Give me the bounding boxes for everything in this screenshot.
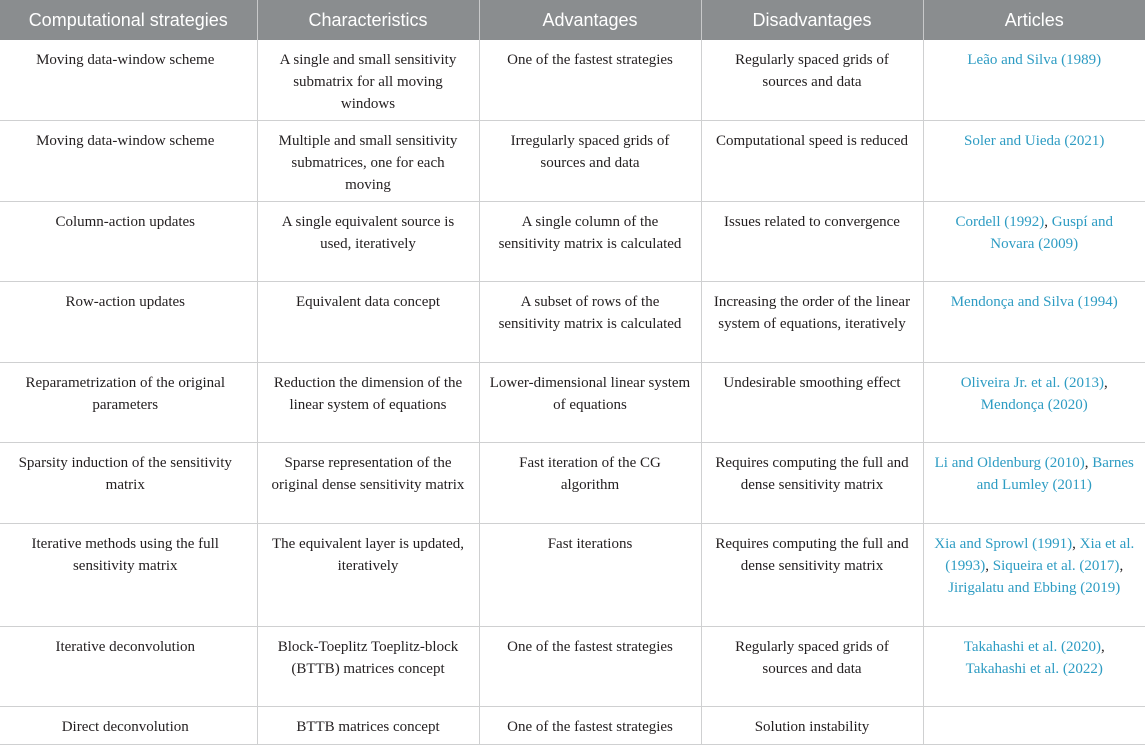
cell-characteristics: The equivalent layer is updated, iteratively: [257, 523, 479, 626]
table-row: [0, 443, 1145, 524]
article-link[interactable]: Xia and Sprowl (1991): [934, 535, 1073, 552]
article-separator: ,: [1084, 455, 1093, 471]
table-header: [0, 0, 1145, 40]
cell-strategy: Moving data-window scheme: [0, 121, 257, 202]
cell-disadvantages: Regularly spaced grids of sources and data: [701, 40, 923, 121]
article-link[interactable]: Soler and Uieda (2021): [964, 133, 1105, 149]
article-link[interactable]: Oliveira Jr. et al. (2013): [960, 374, 1105, 391]
table-row: [0, 201, 1145, 282]
cell-articles: [923, 626, 1145, 707]
cell-strategy: Sparsity induction of the sensitivity matrix: [0, 443, 257, 524]
cell-disadvantages: Increasing the order of the linear system of equations, iteratively: [701, 282, 923, 363]
cell-articles: [923, 443, 1145, 524]
article-link[interactable]: Mendonça and Silva (1994): [950, 294, 1118, 310]
cell-advantages: One of the fastest strategies: [479, 40, 701, 121]
table-row: [0, 40, 1145, 121]
article-separator: ,: [1072, 535, 1080, 552]
cell-advantages: One of the fastest strategies: [479, 626, 701, 707]
cell-characteristics: A single equivalent source is used, iteratively: [257, 201, 479, 282]
article-link[interactable]: Leão and Silva (1989): [967, 52, 1102, 68]
cell-disadvantages: Solution instability: [701, 707, 923, 745]
cell-characteristics: BTTB matrices concept: [257, 707, 479, 745]
cell-strategy: Iterative methods using the full sensitivity matrix: [0, 523, 257, 626]
article-link[interactable]: Xia et al. (1993): [945, 535, 1135, 574]
article-link[interactable]: Mendonça (2020): [980, 396, 1088, 413]
table-row: [0, 707, 1145, 745]
table-body: [0, 40, 1145, 745]
article-link[interactable]: Cordell (1992): [955, 213, 1045, 230]
table-row: [0, 523, 1145, 626]
table-row: [0, 282, 1145, 363]
article-link[interactable]: Takahashi et al. (2020): [963, 638, 1101, 655]
cell-strategy: Column-action updates: [0, 201, 257, 282]
article-link[interactable]: Guspí and Novara (2009): [990, 213, 1113, 252]
cell-articles: [923, 40, 1145, 121]
cell-disadvantages: Issues related to convergence: [701, 201, 923, 282]
cell-disadvantages: Requires computing the full and dense sensitivity matrix: [701, 523, 923, 626]
cell-strategy: Moving data-window scheme: [0, 40, 257, 121]
cell-strategy: Direct deconvolution: [0, 707, 257, 745]
cell-characteristics: Sparse representation of the original dense sensitivity matrix: [257, 443, 479, 524]
table-row: [0, 626, 1145, 707]
article-separator: ,: [1104, 374, 1108, 391]
article-separator: ,: [1044, 213, 1052, 230]
cell-disadvantages: Requires computing the full and dense sensitivity matrix: [701, 443, 923, 524]
cell-advantages: Fast iterations: [479, 523, 701, 626]
cell-articles: [923, 282, 1145, 363]
table-row: [0, 121, 1145, 202]
article-separator: ,: [1100, 638, 1105, 655]
article-separator: ,: [985, 557, 993, 574]
article-link[interactable]: Barnes and Lumley (2011): [976, 455, 1134, 493]
cell-disadvantages: Regularly spaced grids of sources and data: [701, 626, 923, 707]
cell-characteristics: Reduction the dimension of the linear system of equations: [257, 362, 479, 443]
cell-advantages: One of the fastest strategies: [479, 707, 701, 745]
cell-articles: [923, 523, 1145, 626]
article-link[interactable]: Li and Oldenburg (2010): [934, 455, 1085, 471]
cell-articles: [923, 121, 1145, 202]
cell-advantages: Fast iteration of the CG algorithm: [479, 443, 701, 524]
header-row: [0, 0, 1145, 40]
cell-articles: [923, 362, 1145, 443]
cell-advantages: A subset of rows of the sensitivity matrix is calculated: [479, 282, 701, 363]
article-link[interactable]: Jirigalatu and Ebbing (2019): [948, 579, 1121, 596]
cell-strategy: Row-action updates: [0, 282, 257, 363]
header-advantages: Advantages: [479, 0, 701, 40]
table-row: [0, 362, 1145, 443]
cell-disadvantages: Undesirable smoothing effect: [701, 362, 923, 443]
header-computational-strategies: Computational strategies: [0, 0, 257, 40]
article-separator: ,: [1119, 557, 1124, 574]
article-link[interactable]: Siqueira et al. (2017): [992, 557, 1120, 574]
header-articles: Articles: [923, 0, 1145, 40]
cell-strategy: Iterative deconvolution: [0, 626, 257, 707]
cell-characteristics: Equivalent data concept: [257, 282, 479, 363]
cell-advantages: Lower-dimensional linear system of equations: [479, 362, 701, 443]
cell-articles: [923, 707, 1145, 745]
cell-disadvantages: Computational speed is reduced: [701, 121, 923, 202]
cell-strategy: Reparametrization of the original parameters: [0, 362, 257, 443]
cell-characteristics: A single and small sensitivity submatrix for all moving windows: [257, 40, 479, 121]
header-disadvantages: Disadvantages: [701, 0, 923, 40]
header-characteristics: Characteristics: [257, 0, 479, 40]
cell-advantages: Irregularly spaced grids of sources and data: [479, 121, 701, 202]
cell-articles: [923, 201, 1145, 282]
cell-characteristics: Block-Toeplitz Toeplitz-block (BTTB) matrices concept: [257, 626, 479, 707]
cell-advantages: A single column of the sensitivity matrix is calculated: [479, 201, 701, 282]
article-link[interactable]: Takahashi et al. (2022): [965, 660, 1103, 677]
cell-characteristics: Multiple and small sensitivity submatrices, one for each moving: [257, 121, 479, 202]
